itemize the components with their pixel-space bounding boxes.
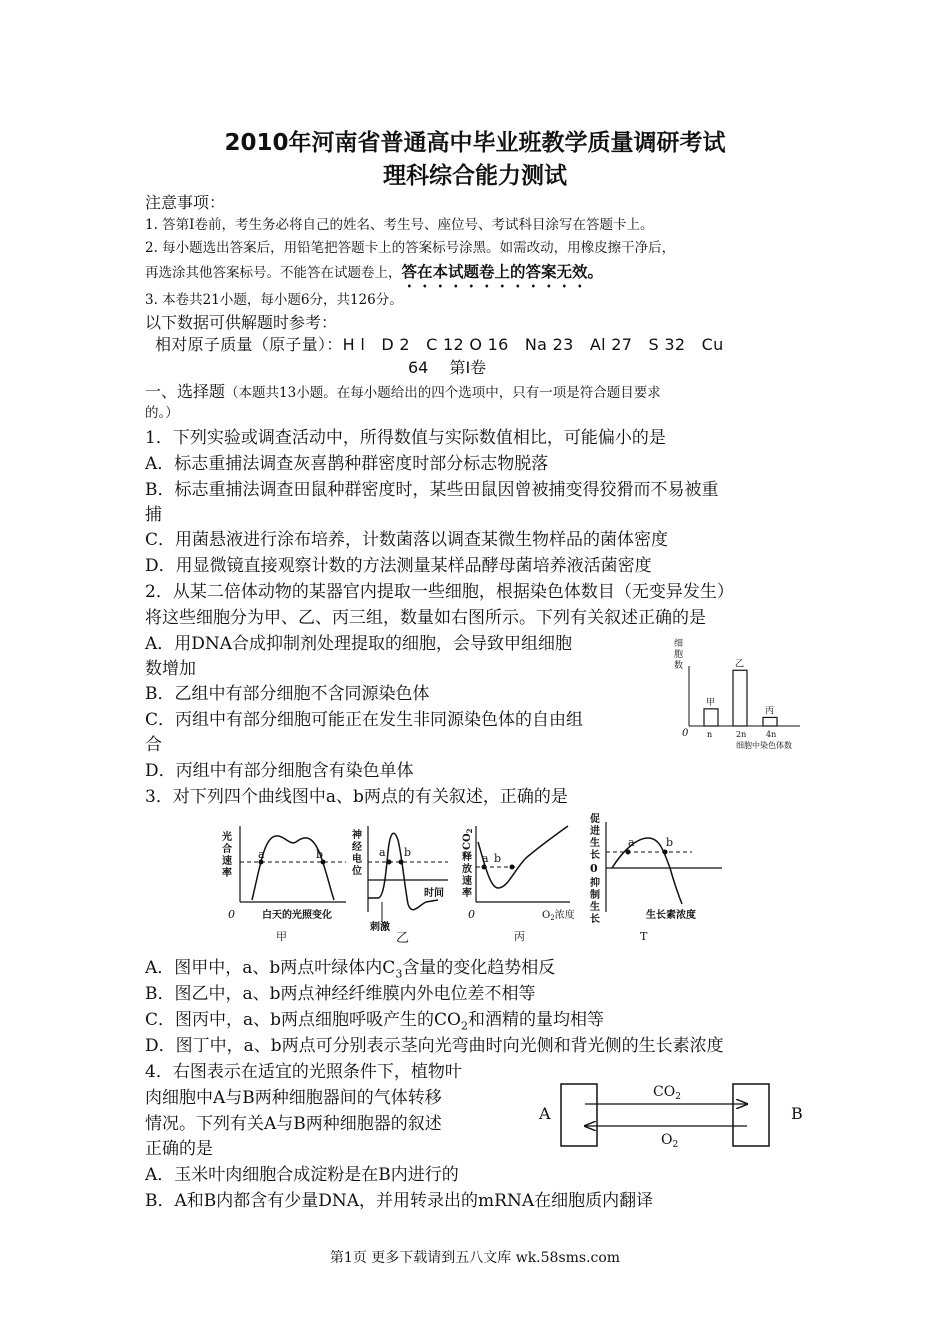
tick-2n: 2n [736,730,747,739]
graph-bing-co2-label: $CO_2$ [462,828,474,850]
volume-label: 64 第Ⅰ卷 [408,358,487,377]
q3-option-c: C．图丙中，a、b两点细胞呼吸产生的$CO_2$和酒精的量均相等 [145,1010,604,1033]
graph-ding-origin: 0 [590,862,598,875]
q4-stem-2: 肉细胞中A与B两种细胞器间的气体转移 [145,1088,442,1108]
q4-stem: 4．右图表示在适宜的光照条件下，植物叶 [145,1062,462,1082]
q4-option-a: A．玉米叶肉细胞合成淀粉是在B内进行的 [145,1165,459,1185]
graph-jia-name: 甲 [276,930,287,943]
q4-stem-4: 正确的是 [145,1139,213,1159]
graph-bing-label-a: a [482,852,489,865]
graph-jia-ylabel-4: 率 [222,868,232,879]
graph-jia-label-a: a [258,848,265,861]
q2-option-d: D．丙组中有部分细胞含有染色单体 [145,761,414,781]
graph-bing-origin: 0 [468,908,475,921]
organelle-gas-diagram [535,1076,815,1152]
graph-bing-ylabel-3: 速 [462,876,472,887]
q1-option-c: C．用菌悬液进行涂布培养，计数菌落以调查某微生物样品的菌体密度 [145,530,669,550]
tick-n: n [707,730,713,739]
graph-bing-point-b [510,865,515,870]
graph-bing-xlabel: $O_2$浓度 [542,910,575,922]
graph-jia-xlabel: 白天的光照变化 [262,910,332,921]
bar-2n [733,670,747,726]
graph-yi-ylabel-4: 位 [352,866,362,877]
bar-4n [763,717,777,726]
notice-heading: 注意事项： [145,193,226,212]
graph-ding-label-b: b [666,836,674,849]
notice-item-1: 1. 答第Ⅰ卷前，考生务必将自己的姓名、考生号、座位号、考试科目涂写在答题卡上。 [145,217,654,233]
reference-heading: 以下数据可供解题时参考： [145,313,338,332]
q3-option-d: D．图丁中，a、b两点可分别表示茎向光弯曲时向光侧和背光侧的生长素浓度 [145,1036,724,1056]
graph-ding-ylabel-top-2: 进 [590,826,600,837]
graph-ding-ylabel-bottom-4: 长 [590,914,600,925]
q1-option-d: D．用显微镜直接观察计数的方法测量某样品酵母菌培养液活菌密度 [145,556,652,576]
graph-bing-name: 丙 [514,930,525,943]
q2-option-c: C．丙组中有部分细胞可能正在发生非同源染色体的自由组 [145,710,584,730]
graph-yi-name: 乙 [396,931,410,946]
graph-ding-ylabel-bottom-2: 制 [590,890,600,901]
bar-chart-xlabel: 细胞中染色体数 [736,741,792,750]
o2-label: $O_2$ [661,1132,679,1150]
exam-title: 2010年河南省普通高中毕业班教学质量调研考试 [224,130,726,156]
bar-chart-ylabel-3: 数 [674,661,684,671]
graph-ding-point-a [626,850,631,855]
notice-item-2a: 2. 每小题选出答案后，用铅笔把答题卡上的答案标号涂黑。如需改动，用橡皮擦干净后， [145,240,676,256]
graph-ding-xlabel: 生长素浓度 [646,910,696,921]
graph-yi-stimulus-label: 刺激 [370,922,390,933]
tick-4n: 4n [766,730,777,739]
q4-option-b: B．A和B内都含有少量DNA，并用转录出的mRNA在细胞质内翻译 [145,1191,654,1211]
organelle-b-box [733,1084,769,1146]
organelle-a-label: A [539,1104,551,1123]
graph-jia-ylabel-1: 光 [222,832,232,843]
graph-jia-ylabel-2: 合 [222,844,232,855]
bar-chart-ylabel-1: 细 [674,639,684,649]
bar-label-n: 甲 [706,697,716,708]
graph-ding-ylabel-top-4: 长 [590,850,600,861]
q2-option-a-cont: 数增加 [145,659,196,679]
q3-option-b: B．图乙中，a、b两点神经纤维膜内外电位差不相等 [145,984,536,1004]
graph-ding-ylabel-top-3: 生 [590,838,600,849]
bar-chart-origin: 0 [682,728,689,739]
bar-chart-ylabel-2: 胞 [674,650,684,660]
graph-ding-ylabel-top-1: 促 [590,814,600,825]
graph-yi-xlabel: 时间 [424,888,444,899]
graph-yi-point-a [387,860,392,865]
graph-bing-label-b: b [494,852,502,865]
q4-stem-3: 情况。下列有关A与B两种细胞器的叙述 [145,1114,442,1134]
graph-jia-origin: 0 [228,908,235,921]
q3-option-a: A．图甲中，a、b两点叶绿体内$C_3$含量的变化趋势相反 [145,958,556,981]
graph-ding-label-a: a [628,836,635,849]
graph-jia [222,826,346,943]
notice-item-3: 3. 本卷共21小题，每小题6分，共126分。 [145,292,403,308]
bar-n [704,709,718,726]
q3-stem: 3．对下列四个曲线图中a、b两点的有关叙述，正确的是 [145,787,568,807]
graph-ding-point-b [663,850,668,855]
graph-bing-ylabel-4: 率 [462,888,472,899]
graph-ding-ylabel-bottom-1: 抑 [590,878,600,889]
graph-yi-ylabel-2: 经 [352,842,362,853]
exam-subtitle: 理科综合能力测试 [383,163,567,189]
notice-item-2b: 再选涂其他答案标号。不能答在试题卷上，答在本试题卷上的答案无效。 [145,262,604,281]
graph-ding [589,812,722,943]
chromosome-bar-chart [670,636,820,756]
section-heading: 一、选择题 [145,382,226,401]
section-note: （本题共13小题。在每小题给出的四个选项中，只有一项是符合题目要求 [225,385,661,401]
section-note-end: 的。） [145,405,179,421]
graph-yi-label-b: b [404,846,412,859]
organelle-a-box [561,1084,597,1146]
q2-option-a: A．用DNA合成抑制剂处理提取的细胞，会导致甲组细胞 [145,634,573,654]
graph-jia-ylabel-3: 速 [222,856,232,867]
graph-bing-point-a [482,865,487,870]
graph-ding-ylabel-bottom-3: 生 [590,902,600,913]
q2-option-c-cont: 合 [145,735,162,755]
organelle-b-label: B [791,1104,803,1123]
q1-option-a: A．标志重捕法调查灰喜鹊种群密度时部分标志物脱落 [145,454,549,474]
graph-yi-ylabel-1: 神 [352,830,362,841]
q2-option-b: B．乙组中有部分细胞不含同源染色体 [145,684,430,704]
co2-label: $CO_2$ [653,1084,681,1102]
graph-jia-curve [252,836,334,900]
q3-four-graphs [218,812,738,946]
section-heading-row [145,379,661,402]
q2-stem: 2．从某二倍体动物的某器官内提取一些细胞，根据染色体数目（无变异发生） [145,582,734,602]
q1-option-b: B．标志重捕法调查田鼠种群密度时，某些田鼠因曾被捕变得狡猾而不易被重 [145,480,719,500]
q1-option-b-cont: 捕 [145,505,162,525]
graph-bing [462,826,575,943]
graph-yi [351,826,448,946]
notice-emphasis: 答在本试题卷上的答案无效。 [401,262,604,281]
bar-label-4n: 丙 [765,706,775,717]
graph-bing-curve [478,826,568,888]
bar-label-2n: 乙 [735,659,745,670]
atomic-masses: 相对原子质量（原子量）：H l D 2 C 12 O 16 Na 23 Al 27 S 32 Cu [155,335,724,354]
page-footer: 第1页 更多下载请到五八文库 wk.58sms.com [329,1250,621,1266]
graph-yi-point-b [399,860,404,865]
q1-stem: 1．下列实验或调查活动中，所得数值与实际数值相比，可能偏小的是 [145,428,666,448]
q2-stem-cont: 将这些细胞分为甲、乙、丙三组，数量如右图所示。下列有关叙述正确的是 [145,608,706,628]
graph-ding-name: T [640,930,648,943]
graph-yi-ylabel-3: 电 [352,854,362,865]
graph-yi-label-a: a [379,846,386,859]
graph-bing-ylabel-2: 放 [462,864,472,875]
graph-bing-ylabel-1: 释 [462,852,472,863]
graph-jia-label-b: b [316,848,324,861]
